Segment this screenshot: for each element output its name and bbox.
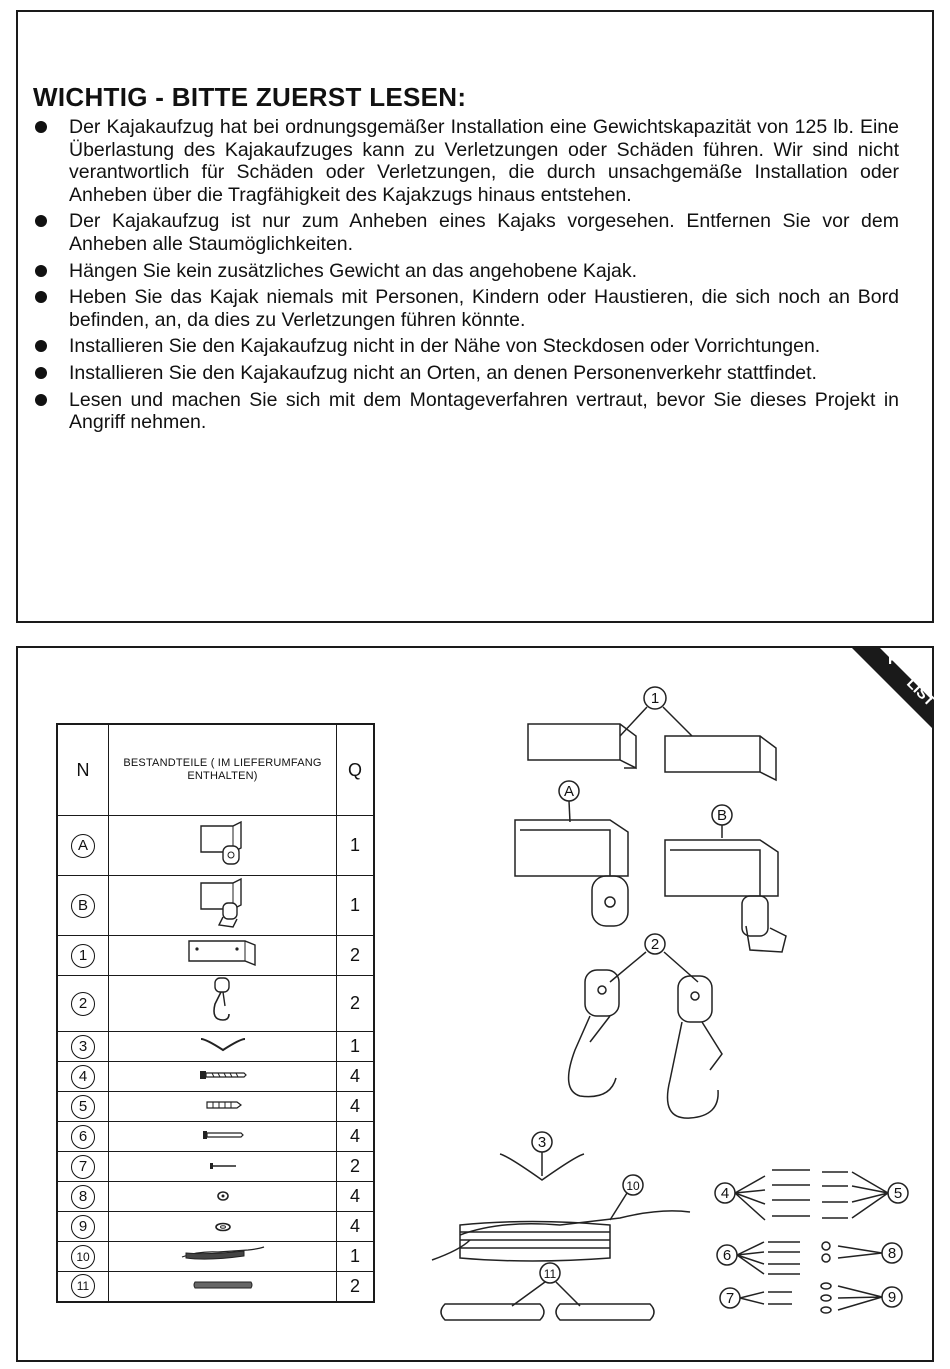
- warning-item: Heben Sie das Kajak niemals mit Personen, Kindern oder Haustieren, die sich noch an Bord befinden, an, da dies zu Verletzungen führen könnte.: [33, 286, 899, 331]
- warning-item: Lesen und machen Sie sich mit dem Montageverfahren vertraut, bevor Sie dieses Projekt in Angriff nehmen.: [33, 389, 899, 434]
- part-number-badge: 7: [71, 1155, 95, 1179]
- warning-title: WICHTIG - BITTE ZUERST LESEN:: [33, 82, 467, 112]
- bullet-icon: [35, 340, 47, 352]
- label-7: 7: [725, 1290, 735, 1307]
- quantity: 1: [337, 816, 375, 876]
- table-row: [57, 816, 374, 876]
- bullet-icon: [35, 121, 47, 133]
- table-row: [57, 1152, 374, 1182]
- part-number-badge: 5: [71, 1095, 95, 1119]
- nut-icon: [109, 1182, 337, 1212]
- bullet-icon: [35, 291, 47, 303]
- quantity: 2: [337, 976, 375, 1032]
- quantity: 2: [337, 1272, 375, 1302]
- quantity: 1: [337, 1242, 375, 1272]
- quantity: 2: [337, 1152, 375, 1182]
- label-8: 8: [887, 1245, 897, 1262]
- table-row: [57, 1182, 374, 1212]
- parts-table: [56, 723, 375, 1303]
- label-a: A: [563, 783, 575, 800]
- badge-part-text: PART: [888, 651, 928, 668]
- warning-item: Hängen Sie kein zusätzliches Gewicht an das angehobene Kajak.: [33, 260, 899, 283]
- bullet-icon: [35, 367, 47, 379]
- warning-item: Installieren Sie den Kajakaufzug nicht in der Nähe von Steckdosen oder Vorrichtungen.: [33, 335, 899, 358]
- mounting-bracket-icon: [109, 936, 337, 976]
- bullet-icon: [35, 265, 47, 277]
- part-number-badge: 11: [71, 1274, 95, 1298]
- screw-icon: [109, 1122, 337, 1152]
- warning-item: Installieren Sie den Kajakaufzug nicht an Orten, an denen Personenverkehr stattfindet.: [33, 362, 899, 385]
- quantity: 1: [337, 876, 375, 936]
- v-hook-icon: [109, 1032, 337, 1062]
- label-4: 4: [720, 1185, 730, 1202]
- table-row: [57, 1092, 374, 1122]
- quantity: 2: [337, 936, 375, 976]
- table-row: [57, 1242, 374, 1272]
- warning-item: Der Kajakaufzug ist nur zum Anheben eines Kajaks vorgesehen. Entfernen Sie vor dem Anheben alle Staumöglichkeiten.: [33, 210, 899, 255]
- table-row: [57, 1212, 374, 1242]
- part-number-badge: 3: [71, 1035, 95, 1059]
- table-row: [57, 936, 374, 976]
- table-row: [57, 1032, 374, 1062]
- part-number-badge: 2: [71, 992, 95, 1016]
- label-1: 1: [650, 690, 660, 707]
- part-number-badge: B: [71, 894, 95, 918]
- header-parts: BESTANDTEILE ( IM LIEFERUMFANG ENTHALTEN): [109, 724, 337, 816]
- part-number-badge: 9: [71, 1215, 95, 1239]
- strap-icon: [109, 1272, 337, 1302]
- label-b: B: [716, 807, 728, 824]
- label-5: 5: [893, 1185, 903, 1202]
- bracket-pulley-a-icon: [109, 816, 337, 876]
- label-6: 6: [722, 1247, 732, 1264]
- quantity: 4: [337, 1122, 375, 1152]
- label-9: 9: [887, 1289, 897, 1306]
- header-q: Q: [337, 724, 375, 816]
- warning-item: Der Kajakaufzug hat bei ordnungsgemäßer Installation eine Gewichtskapazität von 125 lb. Eine Überlastung des Kajakaufzuges kann zu Verletzungen oder Schäden führen. Wir sind nicht verantwortlich für Schäden oder Verletzungen, die durch unsachgemäße Installation oder Anheben über die Tragfähigkeit des Kajakzugs hinaus entstehen.: [33, 116, 899, 206]
- bullet-icon: [35, 394, 47, 406]
- part-number-badge: 8: [71, 1185, 95, 1209]
- quantity: 1: [337, 1032, 375, 1062]
- bracket-pulley-lock-b-icon: [109, 876, 337, 936]
- parts-diagram: [420, 680, 920, 1350]
- label-3: 3: [537, 1134, 547, 1151]
- table-row: [57, 1062, 374, 1092]
- table-row: [57, 1122, 374, 1152]
- part-number-badge: A: [71, 834, 95, 858]
- part-number-badge: 4: [71, 1065, 95, 1089]
- bullet-icon: [35, 215, 47, 227]
- table-row: [57, 876, 374, 936]
- table-row: [57, 976, 374, 1032]
- pulley-hook-icon: [109, 976, 337, 1032]
- part-number-badge: 10: [71, 1245, 95, 1269]
- label-11: 11: [543, 1267, 557, 1281]
- small-screw-icon: [109, 1152, 337, 1182]
- quantity: 4: [337, 1182, 375, 1212]
- header-n: N: [57, 724, 109, 816]
- label-10: 10: [626, 1179, 640, 1193]
- part-number-badge: 1: [71, 944, 95, 968]
- washer-icon: [109, 1212, 337, 1242]
- badge-list-text: LIST: [903, 674, 939, 710]
- wall-anchor-icon: [109, 1092, 337, 1122]
- warning-list: [33, 116, 899, 438]
- quantity: 4: [337, 1092, 375, 1122]
- quantity: 4: [337, 1062, 375, 1092]
- label-2: 2: [650, 936, 660, 953]
- table-header-row: [57, 724, 374, 816]
- quantity: 4: [337, 1212, 375, 1242]
- rope-icon: [109, 1242, 337, 1272]
- table-row: [57, 1272, 374, 1302]
- part-number-badge: 6: [71, 1125, 95, 1149]
- lag-screw-icon: [109, 1062, 337, 1092]
